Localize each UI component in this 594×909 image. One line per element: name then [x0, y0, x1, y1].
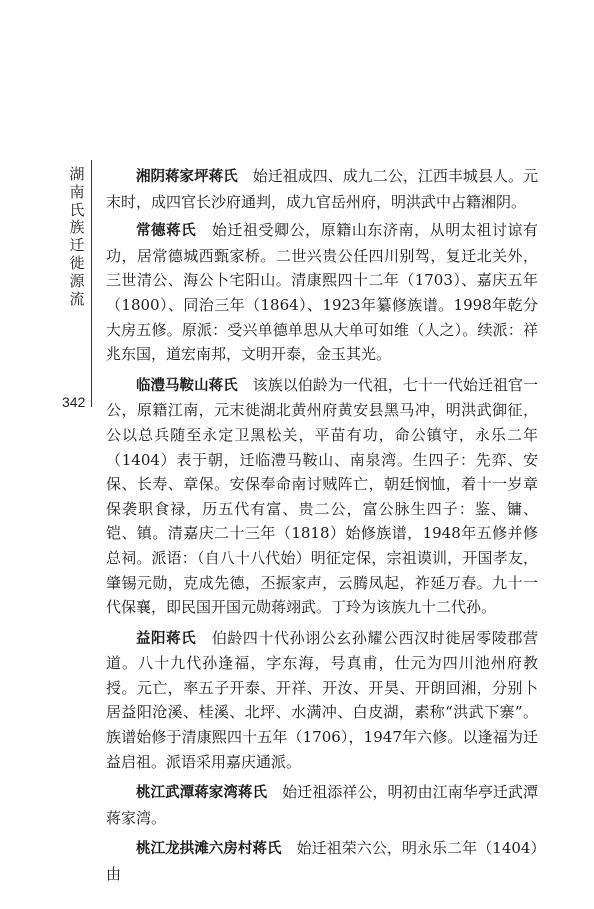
entry-taojiang-wutan — [106, 780, 538, 830]
entry-linli — [106, 373, 538, 620]
margin-rule — [91, 160, 92, 407]
entry-taojiang-longgongtan — [106, 836, 538, 886]
page-number: 342 — [62, 394, 86, 410]
entry-heading: 常德蒋氏 — [136, 223, 197, 240]
running-title: 湖南氏族迁徙源流 — [69, 165, 85, 308]
page-body — [106, 164, 538, 891]
entry-text: 始迁祖受卿公，原籍山东济南，从明太祖讨谅有功，居常德城西甄家桥。二世兴贵公任四川别驾，复迁北关外，三世清公、海公卜宅阳山。清康熙四十二年（1703）、嘉庆五年（1800）、同治三年（1864）、1923年纂修族谱。1998年乾分大房五修。原派：受兴单德单思从大单可如维（人之）。续派：祥兆东国，道宏南邦，文明开泰，金玉其光。 — [106, 221, 538, 364]
entry-heading: 临澧马鞍山蒋氏 — [136, 377, 238, 394]
entry-text: 始迁祖成四、成九二公，江西丰城县人。元末时，成四官长沙府通判，成九官岳州府，明洪武中占籍湘阴。 — [106, 167, 538, 211]
entry-text: 伯龄四十代孙诩公玄孙耀公西汉时徙居零陵郡营道。八十九代孙逢福，字东海，号真甫，仕元为四川池州府教授。元亡，率五子开泰、开祥、开汝、开昊、开朗回湘，分别卜居益阳沧溪、桂溪、北坪、水满冲、白皮湖，素称“洪武下寨”。族谱始修于清康熙四十五年（1706），1947年六修。以逢福为迁益启祖。派语采用嘉庆通派。 — [106, 628, 538, 771]
entry-heading: 湘阴蒋家坪蒋氏 — [136, 169, 238, 185]
entry-xiangyin — [106, 164, 538, 214]
entry-text: 该族以伯龄为一代祖，七十一代始迁祖官一公，原籍江南，元末徙湖北黄州府黄安县黑马冲，明洪武御征，公以总兵随至永定卫黑松关，平苗有功，命公镇守，永乐二年（1404）表于朝，迁临澧马鞍山、南泉湾。生四子：先弈、安保、长寿、章保。安保奉命南讨贼阵亡，朝廷悯恤，着十一岁章保袭职食禄，历五代有富、贵二公，富公脉生四子：鉴、镛、铠、镇。清嘉庆二十三年（1818）始修族谱，1948年五修并修总祠。派语：（自八十八代始）明征定保，宗祖谟训，开国孝友，肇锡元勋，克成先德，丕振家声，云腾凤起，祚延万春。九十一代保襄，即民国开国元勋蒋翊武。丁玲为该族九十二代孙。 — [106, 375, 538, 617]
entry-changde — [106, 218, 538, 367]
entry-text: 始迁祖添祥公，明初由江南华亭迁武潭蒋家湾。 — [106, 783, 538, 827]
entry-heading: 益阳蒋氏 — [136, 630, 197, 647]
entry-heading: 桃江龙拱滩六房村蒋氏 — [136, 841, 282, 858]
entry-yiyang — [106, 626, 538, 775]
entry-text: 始迁祖荣六公，明永乐二年（1404）由 — [106, 839, 538, 884]
entry-heading: 桃江武潭蒋家湾蒋氏 — [136, 785, 268, 802]
